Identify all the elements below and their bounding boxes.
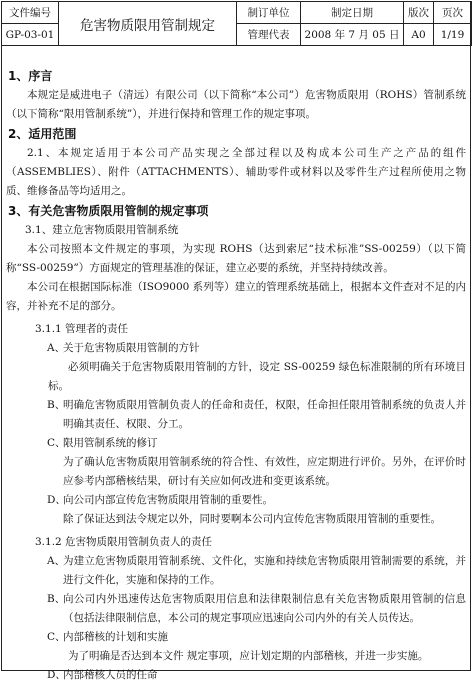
version-label: 版次: [404, 2, 434, 24]
item-marker: B、: [47, 593, 66, 605]
section-heading-rules: 3、有关危害物质限用管制的规定事项: [8, 204, 209, 218]
subsection-heading: 3.1、建立危害物质限用管制系统: [25, 224, 179, 236]
item-text: 明确危害物质限用管制负责人的任命和责任，权限，任命担任限用管制系统的负责人并明确其责任、权限、分工。: [63, 399, 466, 430]
list-item: [6, 491, 466, 510]
section-heading-preface: 1、序言: [8, 69, 53, 83]
document-title: 危害物质限用管制规定: [59, 2, 237, 46]
maker-value: 管理代表: [237, 24, 301, 46]
item-marker: B、: [47, 399, 66, 411]
item-title: 内部稽核人员的任命: [63, 669, 158, 681]
subsection-heading: 3.1.2 危害物质限用管制负责人的责任: [35, 536, 213, 548]
preface-text: 本规定是威进电子（清远）有限公司（以下简称“本公司”）危害物质限用（ROHS）管制系统（以下简称“限用管制系统”），并进行保持和管理工作的规定事项。: [6, 89, 466, 120]
page-value: 1/19: [434, 24, 472, 46]
document-body: [6, 66, 466, 685]
item-marker: A、: [47, 342, 66, 354]
list-item: [6, 590, 466, 628]
section-heading-scope: 2、适用范围: [8, 127, 77, 141]
page-label: 页次: [434, 2, 472, 24]
item-body: 除了保证达到法令规定以外，同时要啊本公司内宣传危害物质限用管制的重要性。: [63, 513, 441, 525]
list-item: [6, 666, 466, 685]
date-value: 2008 年 7 月 05 日: [301, 24, 404, 46]
list-item: [6, 434, 466, 453]
item-text: 为建立危害物质限用管制系统、文件化，实施和持续危害物质限用管制需要的系统，并进行文件化，实施和保持的工作。: [63, 555, 466, 586]
item-title: 向公司内部宣传危害物质限用管制的重要性。: [63, 494, 273, 506]
item-marker: C、: [47, 437, 66, 449]
item-body: 为了确认危害物质限用管制系统的符合性、有效性，应定期进行评价。另外，在评价时应参考内部稽核结果，研讨有关应如何改进和变更该系统。: [63, 456, 466, 487]
paragraph: 本公司按照本文件规定的事项，为实现 ROHS（达到索尼“技术标准”SS-00259）（以下简称“SS-00259”）方面规定的管理基准的保证，建立必要的系统，并坚持持续改善。: [6, 243, 466, 274]
maker-label: 制订单位: [237, 2, 301, 24]
document-header-table: [1, 1, 472, 46]
list-item: [6, 339, 466, 358]
version-value: A0: [404, 24, 434, 46]
doc-number-label: 文件编号: [2, 2, 59, 24]
paragraph: 本公司在根据国际标准（ISO9000 系列等）建立的管理系统基础上，根据本文件查对不足的内容，并补充不足的部分。: [6, 281, 466, 312]
date-label: 制定日期: [301, 2, 404, 24]
item-marker: C、: [47, 631, 66, 643]
scope-text: 2.1、本规定适用于本公司产品实现之全部过程以及构成本公司生产之产品的组件（ASSEMBLIES）、附件（ATTACHMENTS）、辅助零件或材料以及零件生产过程所使用之物质、维修备品等均适用之。: [6, 147, 466, 197]
item-title: 限用管制系统的修订: [63, 437, 158, 449]
doc-number: GP-03-01: [2, 24, 59, 46]
item-marker: D、: [47, 494, 66, 506]
item-body: 为了明确是否达到本文件 规定事项，应计划定期的内部稽核，并进一步实施。: [68, 650, 429, 662]
list-item: [6, 552, 466, 590]
item-body: 必须明确关于危害物质限用管制的方针，设定 SS-00259 绿色标准限制的所有环境目标。: [48, 361, 466, 392]
item-marker: A、: [47, 555, 66, 567]
list-item: [6, 628, 466, 647]
subsection-heading: 3.1.1 管理者的责任: [35, 323, 129, 335]
item-marker: D、: [47, 669, 66, 681]
list-item: [6, 396, 466, 434]
item-title: 关于危害物质限用管制的方针: [63, 342, 200, 354]
item-text: 向公司内外迅速传达危害物质限用信息和法律限制信息有关危害物质限用管制的信息（包括法律限制信息，本公司的规定事项应迅速向公司内外的有关人员传达。: [63, 593, 466, 624]
item-title: 内部稽核的计划和实施: [63, 631, 168, 643]
